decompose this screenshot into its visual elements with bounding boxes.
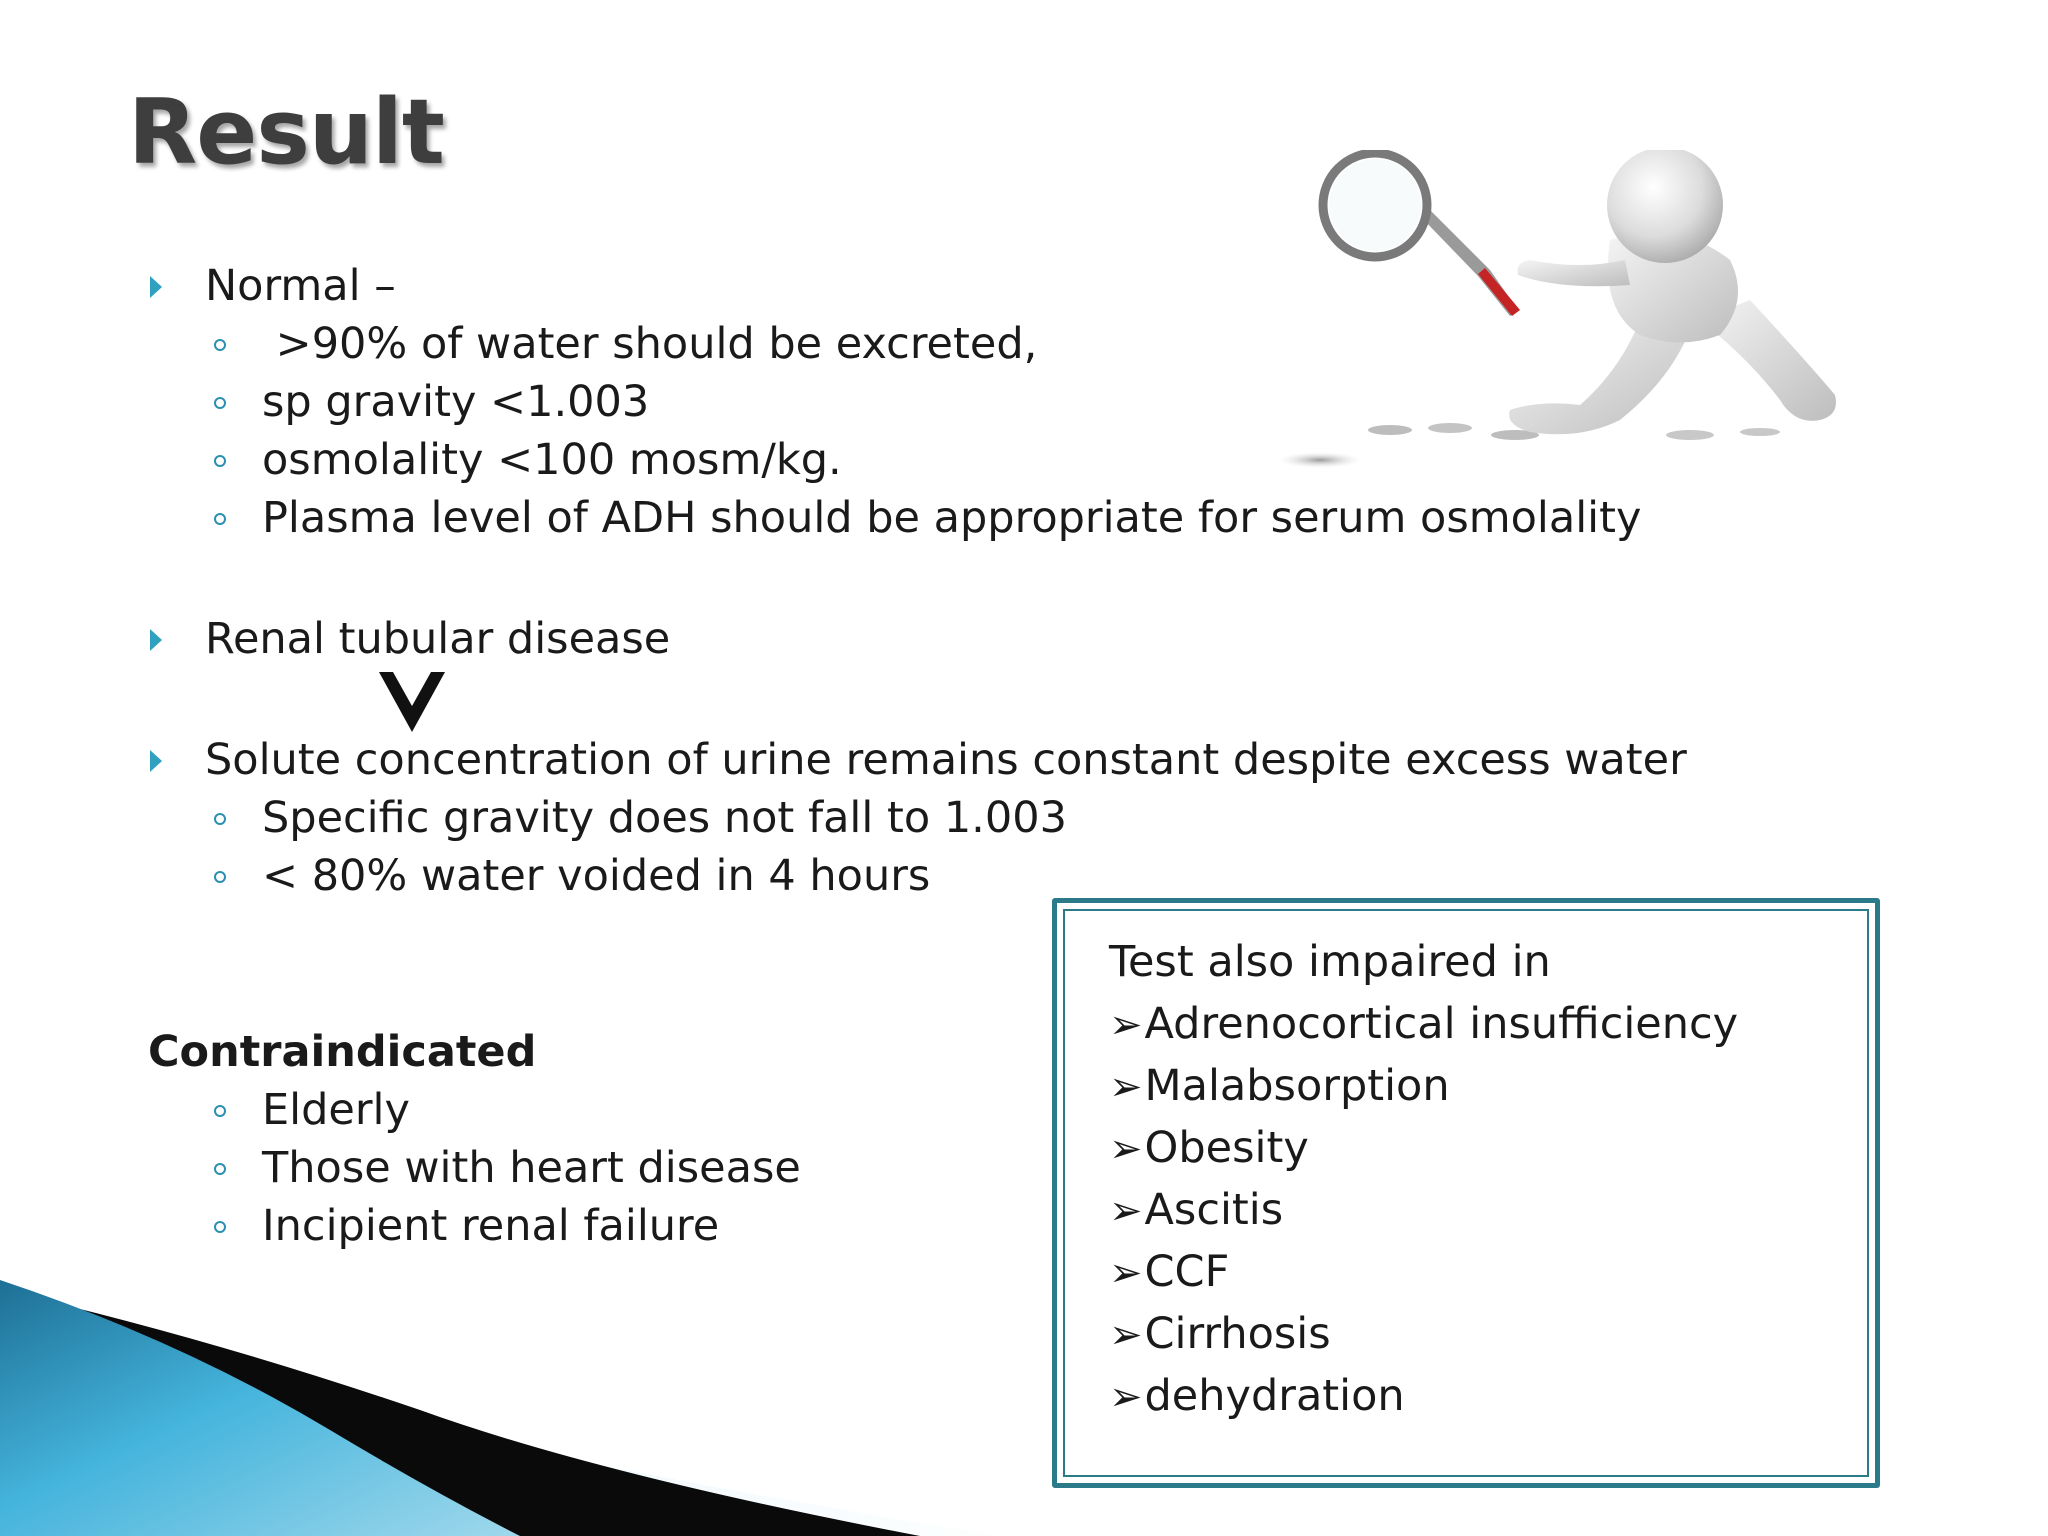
bullet-circle-icon (214, 339, 226, 351)
box-item-label: Cirrhosis (1144, 1309, 1331, 1359)
box-list-item (1109, 1369, 1405, 1424)
solute-item: Specific gravity does not fall to 1.003 (262, 793, 1067, 843)
contraindicated-heading: Contraindicated (148, 1027, 537, 1077)
impaired-conditions-box (1052, 898, 1880, 1488)
bullet-circle-icon (214, 1221, 226, 1233)
arrowhead-bullet-icon: ➢ (1109, 1002, 1143, 1048)
box-heading: Test also impaired in (1109, 937, 1551, 987)
contraindicated-item: Elderly (262, 1085, 410, 1135)
box-list-item (1109, 1183, 1283, 1238)
bullet-circle-icon (214, 455, 226, 467)
box-item-label: Adrenocortical insufficiency (1144, 999, 1739, 1049)
normal-item: >90% of water should be excreted, (262, 319, 1038, 369)
decorative-swoosh (0, 1280, 1000, 1536)
box-list-item (1109, 1307, 1331, 1362)
bullet-circle-icon (214, 397, 226, 409)
down-arrow-icon (377, 668, 447, 734)
bullet-circle-icon (214, 871, 226, 883)
arrowhead-bullet-icon: ➢ (1109, 1126, 1143, 1172)
arrowhead-bullet-icon: ➢ (1109, 1312, 1143, 1358)
box-item-label: Ascitis (1144, 1185, 1284, 1235)
box-list-item (1109, 1121, 1309, 1176)
box-list-item (1109, 997, 1738, 1052)
box-list-item (1109, 1245, 1229, 1300)
normal-item: sp gravity <1.003 (262, 377, 650, 427)
solute-label: Solute concentration of urine remains constant despite excess water (205, 735, 1687, 785)
arrowhead-bullet-icon: ➢ (1109, 1064, 1143, 1110)
bullet-triangle-icon (150, 750, 162, 772)
contraindicated-item: Those with heart disease (262, 1143, 801, 1193)
box-item-label: dehydration (1144, 1371, 1405, 1421)
box-item-label: Obesity (1144, 1123, 1309, 1173)
bullet-circle-icon (214, 1105, 226, 1117)
arrowhead-bullet-icon: ➢ (1109, 1374, 1143, 1420)
contraindicated-item: Incipient renal failure (262, 1201, 720, 1251)
arrowhead-bullet-icon: ➢ (1109, 1250, 1143, 1296)
bullet-circle-icon (214, 813, 226, 825)
bullet-triangle-icon (150, 629, 162, 651)
box-item-label: CCF (1144, 1247, 1230, 1297)
magnifier-figure-illustration (1280, 150, 1900, 480)
normal-label: Normal – (205, 261, 396, 311)
slide-title: Result (128, 80, 444, 185)
renal-label: Renal tubular disease (205, 614, 671, 664)
bullet-circle-icon (214, 513, 226, 525)
bullet-triangle-icon (150, 276, 162, 298)
arrowhead-bullet-icon: ➢ (1109, 1188, 1143, 1234)
normal-item: osmolality <100 mosm/kg. (262, 435, 842, 485)
solute-item: < 80% water voided in 4 hours (262, 851, 931, 901)
box-item-label: Malabsorption (1144, 1061, 1450, 1111)
bullet-circle-icon (214, 1163, 226, 1175)
normal-item: Plasma level of ADH should be appropriate for serum osmolality (262, 493, 1642, 543)
box-list-item (1109, 1059, 1450, 1114)
